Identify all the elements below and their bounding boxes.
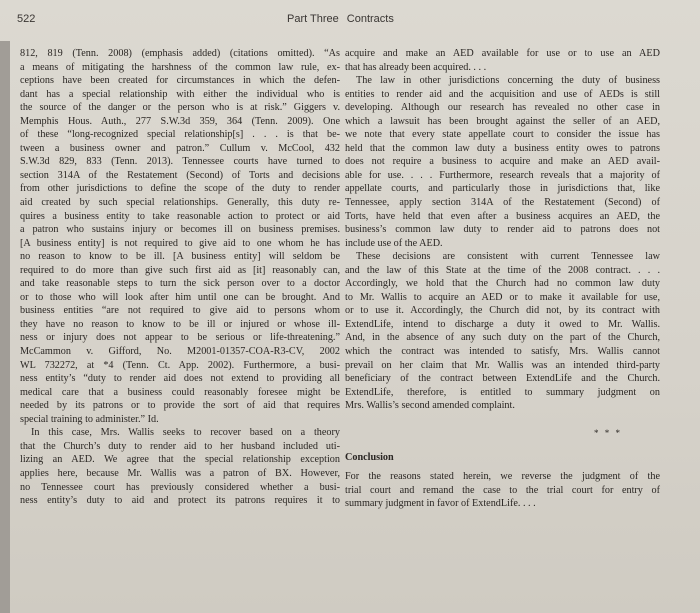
text-line: [A business entity] is not required to give aid to one whom he has — [20, 237, 340, 249]
text-line: applies here, because Mr. Wallis was a patron of BX. However, — [20, 467, 340, 479]
text-line: from other jurisdictions to define the scope of the duty to render — [20, 183, 340, 195]
text-line: does not require a business to acquire and make an AED avail- — [345, 156, 660, 168]
text-line: no reason to know to be ill. [A business entity] will seldom be — [20, 251, 340, 263]
margin-bar — [0, 41, 10, 613]
text-line: acquire and make an AED available for use or to use an AED — [345, 48, 660, 59]
text-line: business entities “are not required to give aid to persons whom — [20, 305, 340, 317]
text-line: to Mr. Wallis to acquire an AED or to make it available for use, — [345, 291, 660, 303]
text-line: of these “long-recognized special relationship[s] . . . is that be- — [20, 129, 340, 141]
text-line: Accordingly, we hold that the Church had no common law duty — [345, 278, 660, 290]
text-line: Mrs. Wallis’s second amended complaint. — [345, 400, 515, 412]
conclusion-body — [345, 470, 660, 511]
text-line: developing. Although our research has revealed no other case in — [345, 102, 660, 114]
text-line: or to those who will look after him until one can be brought. And — [20, 291, 340, 303]
text-line: medical care that a business could reasonably foresee might be — [20, 386, 340, 398]
text-line: ness or injury does not appear to be serious or life-threatening.” — [20, 332, 340, 344]
right-column — [345, 47, 660, 511]
text-line: The law in other jurisdictions concerning the duty of business — [356, 75, 660, 87]
text-line: prevail on her claim that Mr. Wallis was an intended third-party — [345, 359, 660, 371]
text-line: a patron who sustains injury or becomes ill on business premises. — [20, 224, 340, 236]
section-separator: * * * — [594, 427, 622, 438]
section-label: Contracts — [346, 13, 394, 25]
text-line: business’s common law duty to render aid to patrons does not — [345, 224, 660, 236]
text-line: ExtendLife, therefore, is entitled to summary judgment on — [345, 386, 660, 398]
text-line: 812, 819 (Tenn. 2008) (emphasis added) (citations omitted). “As — [20, 48, 340, 59]
left-column — [20, 47, 340, 508]
page-number: 522 — [17, 13, 36, 25]
text-line: trial court and remand the case to the trial court for entry of — [345, 484, 660, 496]
running-head — [287, 13, 394, 25]
text-line: quires a business entity to take reasonable action to protect or aid — [20, 210, 340, 222]
conclusion-heading: Conclusion — [345, 451, 394, 463]
text-line: These decisions are consistent with current Tennessee law — [356, 251, 660, 263]
text-line: Memphis Hous. Auth., 277 S.W.3d 359, 364 (Tenn. 2009). One — [20, 115, 340, 127]
text-line: entities to render aid and the acquisition and use of AEDs is still — [345, 88, 660, 100]
text-line: S.W.3d 829, 833 (Tenn. 2013). Tennessee courts have turned to — [20, 156, 340, 168]
text-line: lizing an AED. We agree that the special relationship exception — [20, 454, 340, 466]
text-line: ceptions have been created for circumstances in which the defen- — [20, 75, 340, 87]
page-header — [0, 0, 700, 38]
text-line: McCammon v. Gifford, No. M2001-01357-COA-R3-CV, 2002 — [20, 346, 340, 358]
text-line: the source of the danger or the person who is at risk.” Giggers v. — [20, 102, 340, 114]
part-label: Part Three — [287, 13, 339, 25]
text-line: ness entity’s duty to aid and protect its patrons requires it to — [20, 495, 340, 507]
text-line: include use of the AED. — [345, 237, 443, 249]
right-column-body — [345, 47, 660, 413]
text-line: held that the common law duty a business entity owes to patrons — [345, 142, 660, 154]
text-line: needed by its patrons or to provide the sort of aid that requires — [20, 400, 340, 412]
text-line: tween a business owner and patron.” Cullum v. McCool, 432 — [20, 142, 340, 154]
text-line: required to do more than give such first aid as [it] reasonably can, — [20, 264, 340, 276]
text-line: and take reasonable steps to turn the sick person over to a doctor — [20, 278, 340, 290]
text-line: or to use it. Accordingly, the Church did not, by its contract with — [345, 305, 660, 317]
text-line: WL 732272, at *4 (Tenn. Ct. App. 2002). Furthermore, a busi- — [20, 359, 340, 371]
text-line: And, in the absence of any such duty on the part of the Church, — [345, 332, 660, 344]
text-line: summary judgment in favor of ExtendLife. . . . — [345, 498, 536, 510]
text-line: In this case, Mrs. Wallis seeks to recover based on a theory — [31, 427, 340, 439]
text-line: beneficiary of the contract between ExtendLife and the Church. — [345, 373, 660, 385]
text-line: Tennessee, apply section 314A of the Restatement (Second) of — [345, 197, 660, 209]
text-line: a means of mitigating the harshness of the common law rule, ex- — [20, 61, 340, 73]
text-line: that the Church’s duty to render aid to her husband included uti- — [20, 440, 340, 452]
text-line: and the law of this State at the time of the 2008 contract. . . . — [345, 264, 660, 276]
text-line: ness entity’s “duty to render aid does not extend to providing all — [20, 373, 340, 385]
section-separator-wrap — [345, 413, 660, 451]
text-line: ExtendLife, intend to discharge a duty it owed to Mr. Wallis. — [345, 318, 660, 330]
text-line: dant has a special relationship with either the individual who is — [20, 88, 340, 100]
text-line: which a lawsuit has been brought against the seller of an AED, — [345, 115, 660, 127]
text-line: aid created by such special relationships. Generally, this duty re- — [20, 197, 340, 209]
text-line: which the contract was intended to satisfy, Mrs. Wallis cannot — [345, 346, 660, 358]
text-line: able for use. . . . Furthermore, research reveals that a majority of — [345, 169, 660, 181]
text-line: we note that every state appellate court to consider the issue has — [345, 129, 660, 141]
text-line: no Tennessee court has previously considered whether a busi- — [20, 481, 340, 493]
text-line: Torts, have held that even after a business acquires an AED, the — [345, 210, 660, 222]
text-line: appellate courts, and particularly those in jurisdictions that, like — [345, 183, 660, 195]
text-line: that has already been acquired. . . . — [345, 61, 487, 73]
text-line: they have no reason to know to be ill or injured or whose ill- — [20, 318, 340, 330]
text-line: special training to administer.” Id. — [20, 413, 159, 425]
text-line: For the reasons stated herein, we reverse the judgment of the — [345, 471, 660, 483]
text-line: section 314A of the Restatement (Second) of Torts and decisions — [20, 169, 340, 181]
